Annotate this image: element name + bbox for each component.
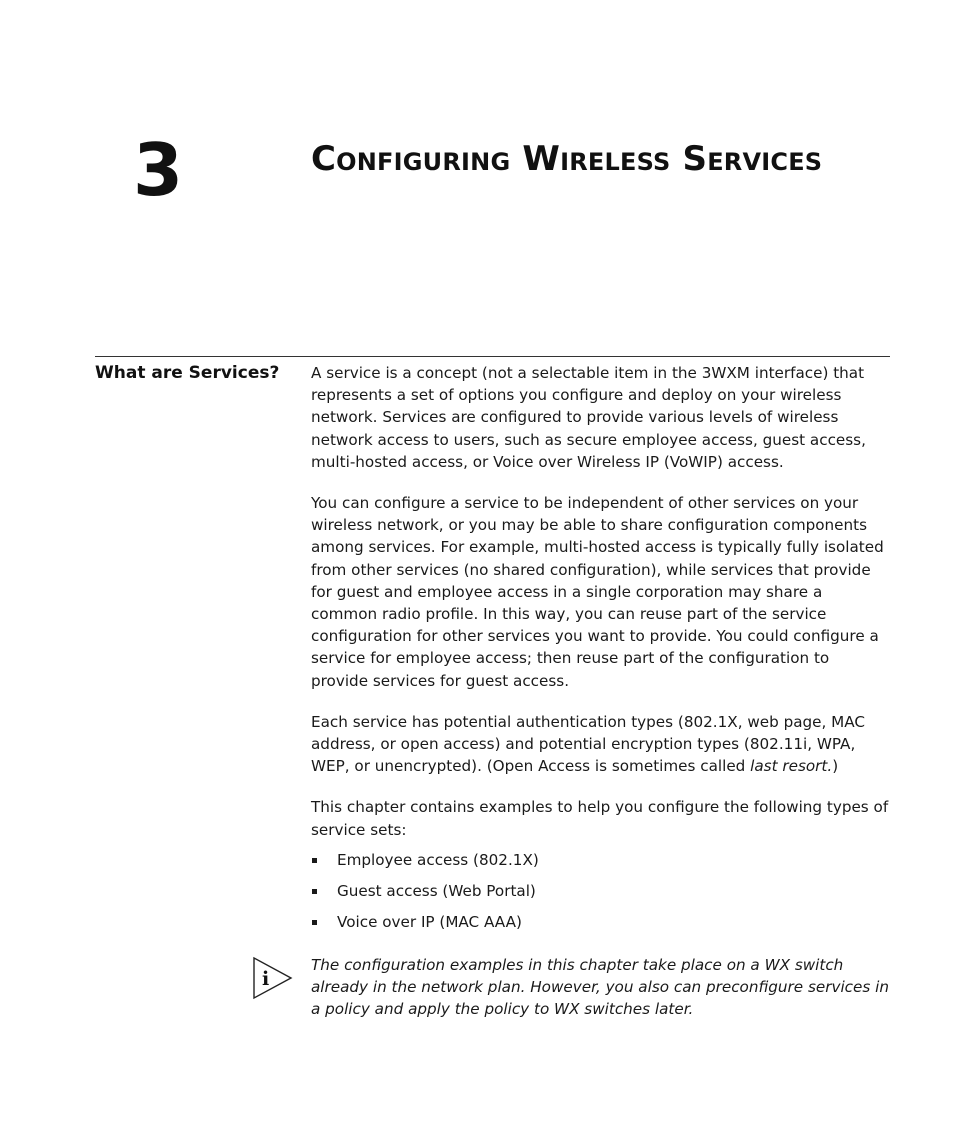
bullet-square-icon — [312, 889, 317, 894]
chapter-number: 3 — [133, 128, 184, 212]
svg-text:i: i — [262, 968, 270, 990]
chapter-title: Configuring Wireless Services — [311, 139, 823, 179]
paragraph-1: A service is a concept (not a selectable item in the 3WXM interface) that represents a set of options you configure and deploy on your wireless network. Services are configured to provide various levels of wireless network access to users, such as secure employee access, guest access, multi-hosted access, or Voice over Wireless IP (VoWIP) access. — [311, 364, 866, 471]
section-body — [311, 362, 891, 942]
note-text: The configuration examples in this chapter take place on a WX switch already in the network plan. However, you also can preconfigure services in a policy and apply the policy to WX switches later. — [311, 956, 889, 1019]
service-types-list — [311, 849, 891, 934]
list-item — [311, 911, 891, 933]
info-note-icon — [253, 956, 293, 1000]
list-item-text: Employee access (802.1X) — [337, 850, 539, 869]
paragraph-4: This chapter contains examples to help you configure the following types of service sets: — [311, 798, 889, 839]
paragraph-3-end: ) — [832, 757, 839, 776]
paragraph-3-italic: last resort. — [750, 757, 833, 776]
section-heading: What are Services? — [95, 363, 280, 383]
list-item-text: Guest access (Web Portal) — [337, 882, 536, 901]
section-divider — [95, 356, 890, 357]
paragraph-3-text: Each service has potential authentication types (802.1X, web page, MAC address, or open access) and potential encryption types (802.11i, WPA, WEP, or unencrypted). (Open Access is sometimes called — [311, 712, 866, 776]
paragraph-3 — [311, 711, 891, 778]
bullet-square-icon — [312, 858, 317, 863]
list-item — [311, 849, 891, 871]
bullet-square-icon — [312, 920, 317, 925]
list-item — [311, 880, 891, 902]
paragraph-2: You can configure a service to be independent of other services on your wireless network, or you may be able to share configuration components among services. For example, multi-hosted access is typically fully isolated from other services (no shared configuration), while services that provide for guest and employee access in a single corporation may share a common radio profile. In this way, you can reuse part of the service configuration for other services you want to provide. You could configure a service for employee access; then reuse part of the configuration to provide services for guest access. — [311, 494, 884, 690]
list-item-text: Voice over IP (MAC AAA) — [337, 913, 522, 932]
